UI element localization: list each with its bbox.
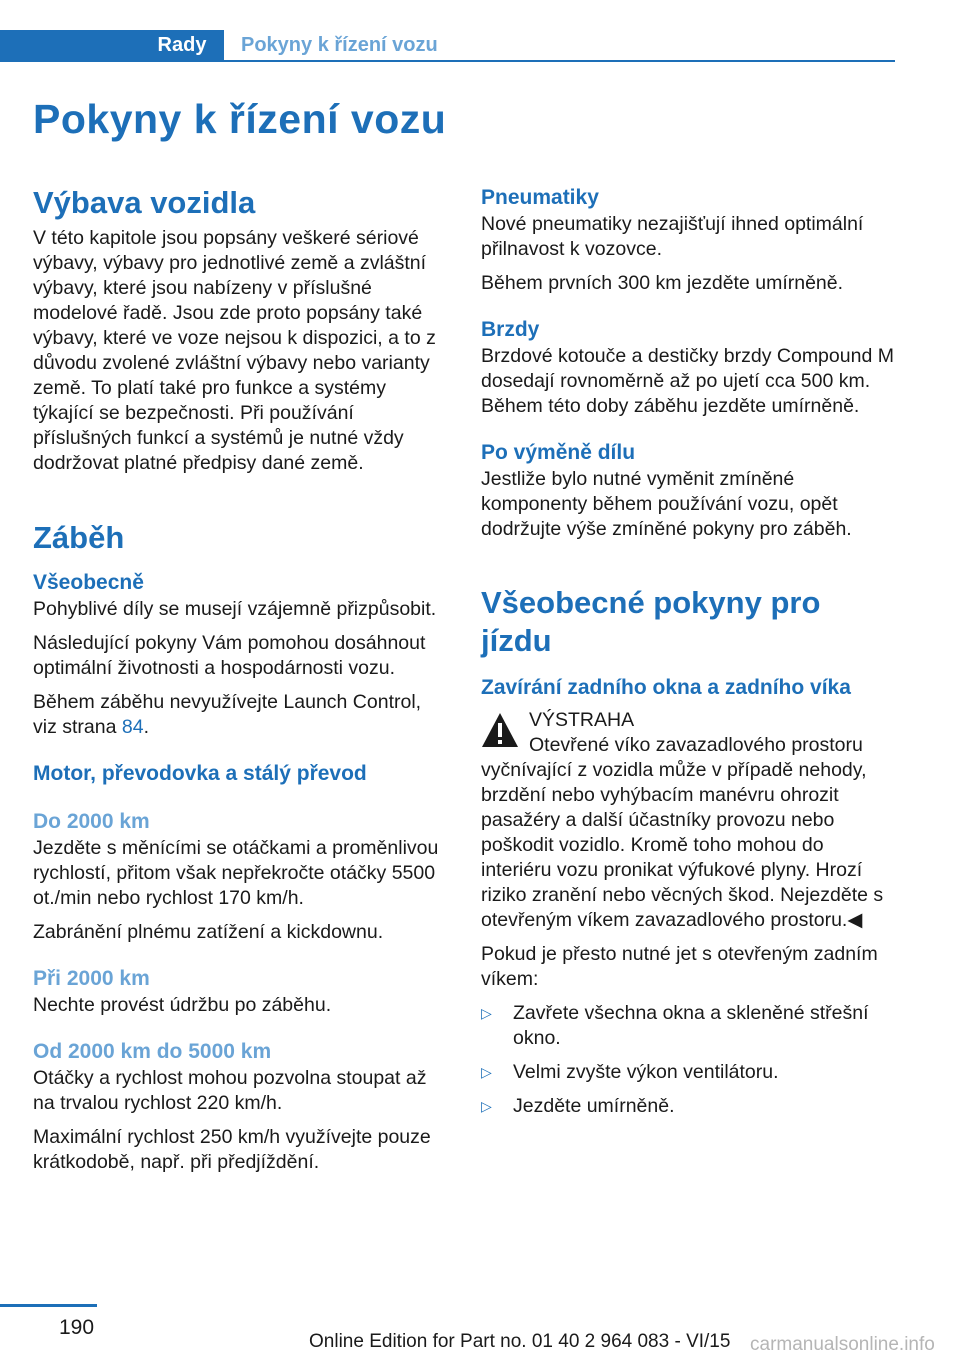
paragraph-do-2000-1: Jezděte s měnícími se otáčkami a proměnlivou rychlostí, přitom však nepřekročte otáčky 5500 ot./min nebo rychlost 170 km/h.	[33, 837, 439, 909]
paragraph-brzdy: Brzdové kotouče a destičky brzdy Compound M dosedají rovnoměrně až po ujetí cca 500 km. Během této doby záběhu jezděte umírněně.	[481, 345, 894, 417]
bullet-triangle-icon: ▷	[481, 1005, 492, 1021]
text-launch: Během záběhu nevyužívejte Launch Control, viz strana	[33, 691, 422, 738]
heading-vybava: Výbava vozidla	[33, 185, 256, 220]
header-bar	[0, 30, 895, 62]
bullet-text: Zavřete všechna okna a skleněné střešní okno.	[513, 1002, 869, 1049]
heading-zabeh: Záběh	[33, 520, 125, 555]
heading-od-2000: Od 2000 km do 5000 km	[33, 1040, 272, 1063]
paragraph-vseobecne-3	[33, 690, 448, 740]
bullet-text: Velmi zvyšte výkon ventilátoru.	[513, 1061, 779, 1083]
footer-rule	[0, 1304, 97, 1307]
list-item	[481, 1001, 896, 1051]
paragraph-vybava: V této kapitole jsou popsány veškeré sériové výbavy, výbavy pro jednotlivé země a zvláštní výbavy, které jsou nabízeny v příslušné modelové řadě. Jsou zde proto popsány také výbavy, které ve voze nejsou k dispozici, a to z důvodu zvolené zvláštní výbavy nebo varianty země. To platí také pro funkce a systémy týkající se bezpečnosti. Při používání příslušných funkcí a systémů je nutné vždy dodržovat platné předpisy dané země.	[33, 227, 436, 474]
heading-zavirani: Zavírání zadního okna a zadního víka	[481, 676, 851, 699]
list-item	[481, 1094, 896, 1119]
paragraph-od-2000-1: Otáčky a rychlost mohou pozvolna stoupat až na trvalou rychlost 220 km/h.	[33, 1067, 427, 1114]
page-number: 190	[59, 1316, 95, 1339]
paragraph-od-2000-2: Maximální rychlost 250 km/h využívejte pouze krátkodobě, např. při předjíždění.	[33, 1126, 431, 1173]
header-blank-tab	[0, 30, 140, 62]
paragraph-pokud: Pokud je přesto nutné jet s otevřeným zadním víkem:	[481, 943, 878, 990]
warning-block	[481, 708, 896, 733]
warning-title: VÝSTRAHA	[529, 709, 635, 731]
text-period: .	[143, 716, 149, 738]
paragraph-vseobecne-2: Následující pokyny Vám pomohou dosáhnout optimální životnosti a hospodárnosti vozu.	[33, 632, 426, 679]
heading-motor: Motor, převodovka a stálý převod	[33, 762, 367, 785]
heading-pneumatiky: Pneumatiky	[481, 186, 599, 209]
paragraph-vymena: Jestliže bylo nutné vyměnit zmíněné komponenty během používání vozu, opět dodržujte výše zmíněné pokyny pro záběh.	[481, 468, 852, 540]
page-link-84[interactable]: 84	[121, 716, 144, 738]
bullet-text: Jezděte umírněně.	[513, 1095, 675, 1117]
edition-text: Online Edition for Part no. 01 40 2 964 083 - VI/15	[309, 1331, 731, 1352]
tab-pokyny[interactable]: Pokyny k řízení vozu	[241, 34, 438, 56]
bullet-triangle-icon: ▷	[481, 1064, 492, 1080]
paragraph-pri-2000: Nechte provést údržbu po záběhu.	[33, 994, 332, 1016]
right-column	[481, 184, 896, 1119]
bullet-list	[481, 1001, 896, 1119]
bullet-triangle-icon: ▷	[481, 1098, 492, 1114]
paragraph-pneumatiky-2: Během prvních 300 km jezděte umírněně.	[481, 272, 844, 294]
left-column	[33, 184, 448, 1175]
warning-text: Otevřené víko zavazadlového prostoru vyčnívající z vozidla může v případě nehody, brzdění nebo vyhýbacím manévru ohrozit pasažéry a další účastníky provozu nebo poškodit vozidlo. Kromě toho mohou do interiéru vozu pronikat výfukové plyny. Hrozí riziko zranění nebo věcných škod. Nejezděte s otevřeným víkem zavazadlového prostoru.◀	[481, 734, 884, 931]
heading-do-2000: Do 2000 km	[33, 810, 150, 833]
tab-rady[interactable]: Rady	[140, 30, 224, 62]
paragraph-do-2000-2: Zabránění plnému zatížení a kickdownu.	[33, 921, 384, 943]
warning-triangle-icon	[481, 712, 519, 748]
heading-vymena: Po výměně dílu	[481, 441, 636, 464]
page-title: Pokyny k řízení vozu	[33, 96, 447, 142]
heading-vseobecne-pokyny: Všeobecné pokyny pro jízdu	[481, 585, 821, 658]
heading-brzdy: Brzdy	[481, 318, 540, 341]
paragraph-pneumatiky-1: Nové pneumatiky nezajišťují ihned optimální přilnavost k vozovce.	[481, 213, 864, 260]
paragraph-vseobecne-1: Pohyblivé díly se musejí vzájemně přizpůsobit.	[33, 598, 437, 620]
heading-vseobecne: Všeobecně	[33, 571, 144, 594]
heading-pri-2000: Při 2000 km	[33, 967, 150, 990]
list-item	[481, 1060, 896, 1085]
watermark: carmanualsonline.info	[750, 1334, 935, 1355]
